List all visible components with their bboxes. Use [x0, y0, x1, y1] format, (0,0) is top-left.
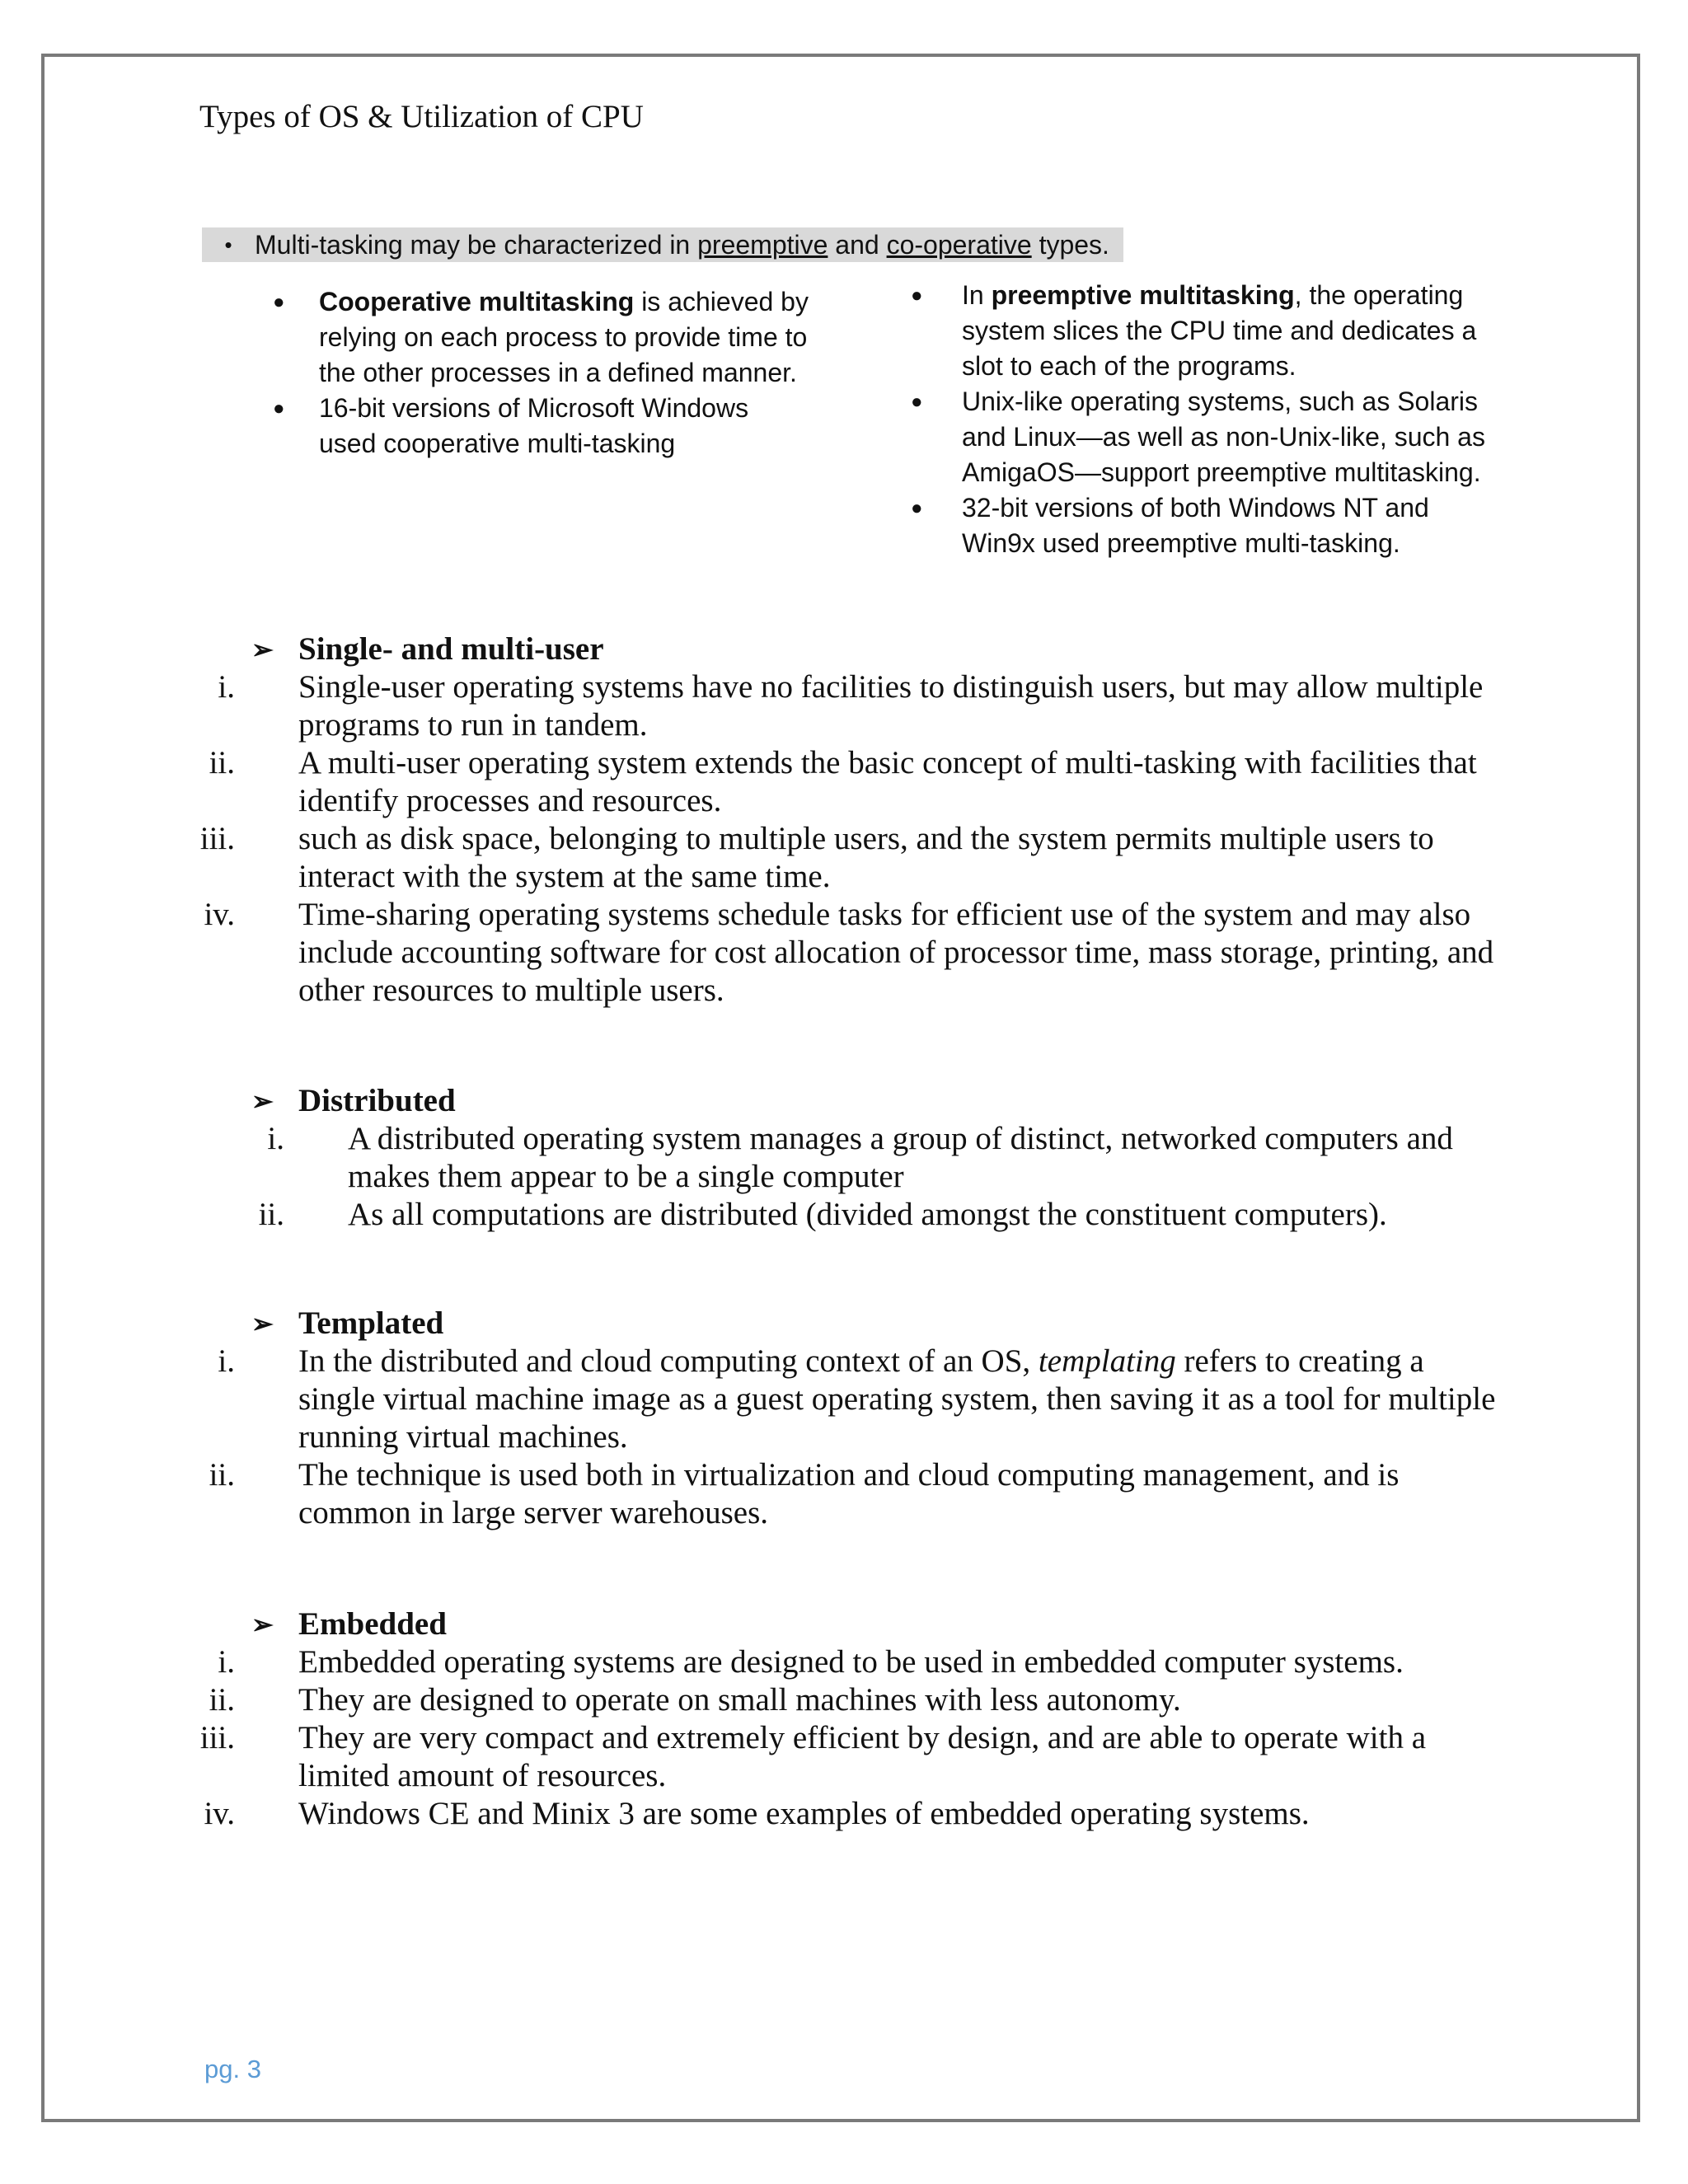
section-single-multi-user — [199, 630, 1504, 1010]
bullet-icon: ● — [273, 397, 285, 419]
section-heading: ➢ Templated — [251, 1305, 444, 1341]
bullet-icon: ● — [911, 284, 923, 307]
list-item: iii. They are very compact and extremely efficient by design, and are able to operate with a limited amount of resources. — [199, 1720, 1427, 1793]
bullet-icon: ● — [911, 391, 923, 413]
preemptive-term: preemptive — [697, 229, 828, 260]
list-item: ii. A multi-user operating system extends the basic concept of multi-tasking with facilities that identify processes and resources. — [209, 745, 1477, 818]
page-header-title: Types of OS & Utilization of CPU — [199, 99, 644, 134]
list-item: iv. Time-sharing operating systems schedule tasks for efficient use of the system and may also include accounting software for cost allocation of processor time, mass storage, printing, and other resources to multiple users. — [204, 897, 1494, 1008]
list-item: i. In the distributed and cloud computing context of an OS, templating refers to creating a single virtual machine image as a guest operating system, then saving it as a tool for multiple running virtual machines. — [218, 1343, 1496, 1455]
list-item: iii. such as disk space, belonging to multiple users, and the system permits multiple users to interact with the system at the same time. — [199, 821, 1434, 894]
section-heading: ➢ Single- and multi-user — [251, 631, 604, 667]
list-item: ● 32-bit versions of both Windows NT and Win9x used preemptive multi-tasking. — [911, 490, 1488, 561]
cooperative-column — [268, 284, 812, 462]
list-item: i. Single-user operating systems have no facilities to distinguish users, but may allow multiple programs to run in tandem. — [218, 669, 1484, 743]
list-item: ● In preemptive multitasking, the operating system slices the CPU time and dedicates a slot to each of the programs. — [911, 278, 1488, 384]
list-item: ii. The technique is used both in virtualization and cloud computing management, and is common in large server warehouses. — [209, 1457, 1400, 1530]
arrow-bullet-icon: ➢ — [251, 635, 274, 664]
bullet-icon: • — [224, 232, 232, 257]
page-number: pg. 3 — [204, 2055, 261, 2083]
cooperative-term: co-operative — [886, 229, 1032, 260]
list-item: i. A distributed operating system manages a group of distinct, networked computers and makes them appear to be a single computer — [267, 1121, 1453, 1194]
section-embedded — [199, 1605, 1504, 1833]
section-heading: ➢ Embedded — [251, 1606, 447, 1642]
arrow-bullet-icon: ➢ — [251, 1309, 274, 1338]
list-item: iv. Windows CE and Minix 3 are some examples of embedded operating systems. — [204, 1796, 1310, 1831]
arrow-bullet-icon: ➢ — [251, 1086, 274, 1116]
intro-text: Multi-tasking may be characterized in preemptive and co-operative types. — [255, 229, 1109, 260]
arrow-bullet-icon: ➢ — [251, 1610, 274, 1639]
list-item: i. Embedded operating systems are designed to be used in embedded computer systems. — [218, 1644, 1404, 1680]
bullet-icon: ● — [911, 497, 923, 519]
list-item: ● Unix-like operating systems, such as Solaris and Linux—as well as non-Unix-like, such as AmigaOS—support preemptive multitasking. — [911, 384, 1488, 490]
list-item: ● Cooperative multitasking is achieved by relying on each process to provide time to the other processes in a defined manner. — [268, 284, 812, 391]
section-heading: ➢ Distributed — [251, 1083, 456, 1118]
list-item: ii. They are designed to operate on small machines with less autonomy. — [209, 1682, 1181, 1718]
list-item: ii. As all computations are distributed (divided amongst the constituent computers). — [258, 1197, 1387, 1232]
list-item: ● 16-bit versions of Microsoft Windows used cooperative multi-tasking — [268, 391, 812, 462]
bullet-icon: ● — [273, 291, 285, 313]
section-templated — [209, 1305, 1504, 1532]
section-distributed — [251, 1082, 1537, 1234]
preemptive-column — [911, 278, 1488, 561]
intro-bullet-row — [202, 227, 1123, 262]
